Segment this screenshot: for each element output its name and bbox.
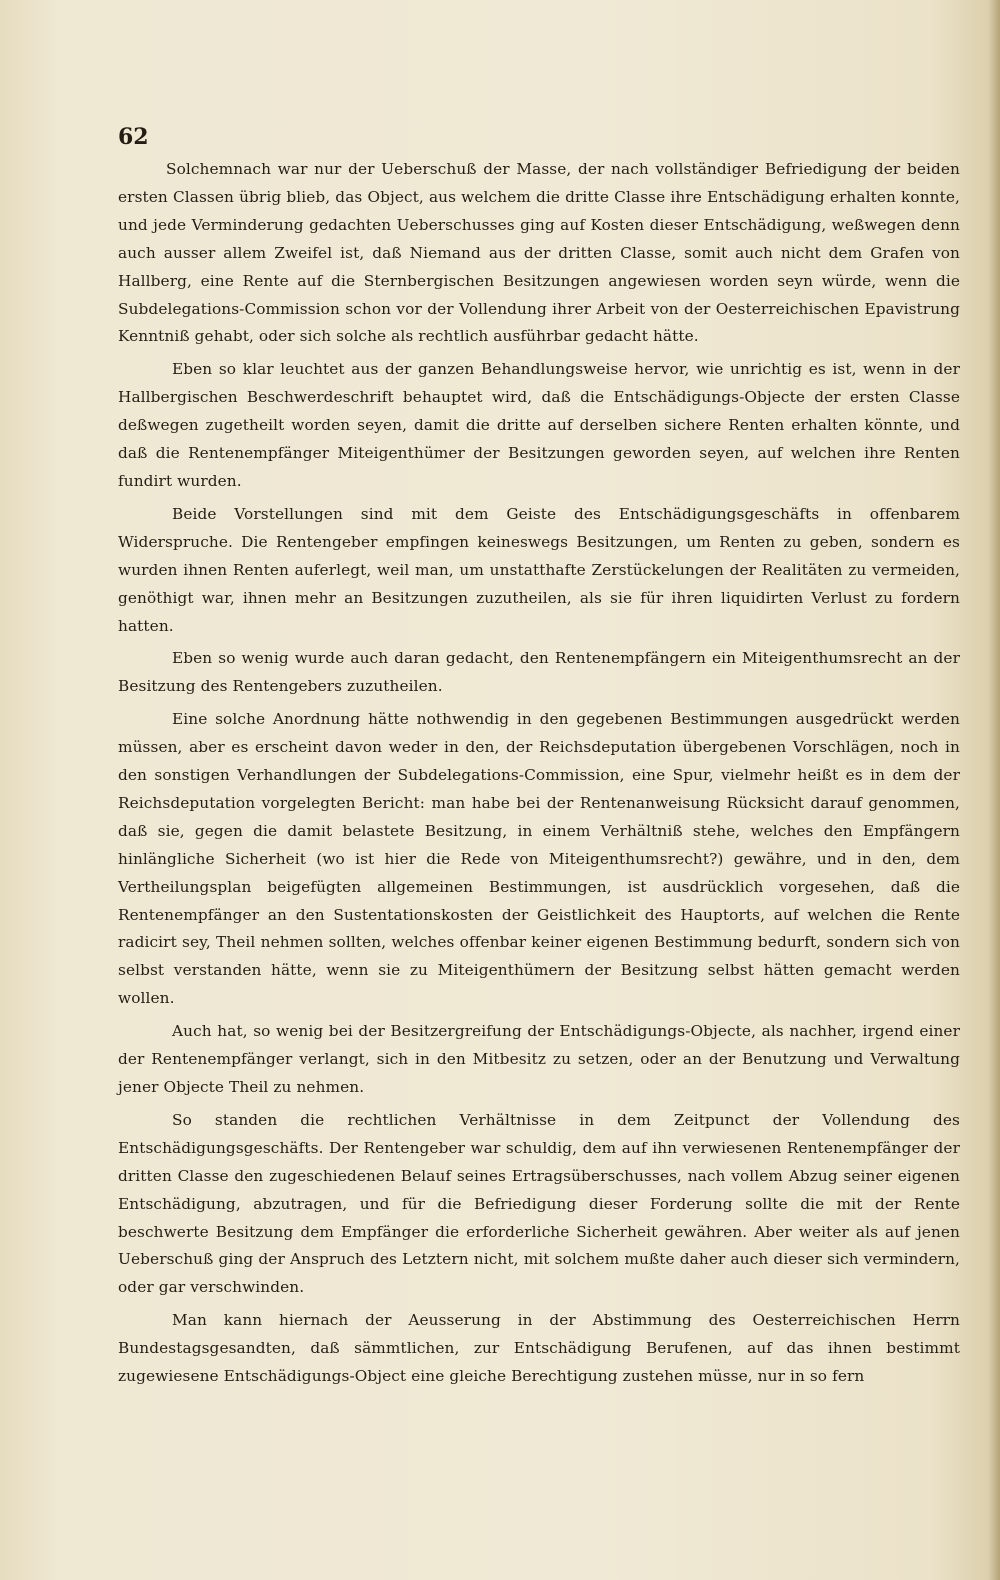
- paragraph-7: So standen die rechtlichen Verhältnisse in dem Zeitpunct der Vollendung des Entschädigungsgeschäfts. Der Rentengeber war schuldig, dem auf ihn verwiesenen Rentenempfänger der dritten Classe den zugeschiedenen Belauf seines Ertragsüberschusses, nach vollem Abzug seiner eigenen Entschädigung, abzutragen, und für die Befriedigung dieser Forderung sollte die mit der Rente beschwerte Besitzung dem Empfänger die erforderliche Sicherheit gewähren. Aber weiter als auf jenen Ueberschuß ging der Anspruch des Letztern nicht, mit solchem mußte daher auch dieser sich vermindern, oder gar verschwinden.: [118, 1110, 960, 1297]
- paragraph-2: Eben so klar leuchtet aus der ganzen Behandlungsweise hervor, wie unrichtig es ist, wenn in der Hallbergischen Beschwerdeschrift behauptet wird, daß die Entschädigungs-Objecte der ersten Classe deßwegen zugetheilt worden seyen, damit die dritte auf derselben sichere Renten erhalten könnte, und daß die Rentenempfänger Miteigenthümer der Besitzungen geworden seyen, auf welchen ihre Renten fundirt wurden.: [118, 360, 960, 490]
- body-text: [118, 156, 960, 1396]
- paragraph-4: Eben so wenig wurde auch daran gedacht, den Rentenempfängern ein Miteigenthumsrecht an der Besitzung des Rentengebers zuzutheilen.: [118, 649, 960, 696]
- paragraph-8: Man kann hiernach der Aeusserung in der Abstimmung des Oesterreichischen Herrn Bundestagsgesandten, daß sämmtlichen, zur Entschädigung Berufenen, auf das ihnen bestimmt zugewiesene Entschädigungs-Object eine gleiche Berechtigung zustehen müsse, nur in so fern: [118, 1311, 960, 1386]
- page-number: 62: [118, 124, 149, 150]
- paragraph-5: Eine solche Anordnung hätte nothwendig in den gegebenen Bestimmungen ausgedrückt werden müssen, aber es erscheint davon weder in den, der Reichsdeputation übergebenen Vorschlägen, noch in den sonstigen Verhandlungen der Subdelegations-Commission, eine Spur, vielmehr heißt es in dem der Reichsdeputation vorgelegten Bericht: man habe bei der Rentenanweisung Rücksicht darauf genommen, daß sie, gegen die damit belastete Besitzung, in einem Verhältniß stehe, welches den Empfängern hinlängliche Sicherheit (wo ist hier die Rede von Miteigenthumsrecht?) gewähre, und in den, dem Vertheilungsplan beigefügten allgemeinen Bestimmungen, ist ausdrücklich vorgesehen, daß die Rentenempfänger an den Sustentationskosten der Geistlichkeit des Hauptorts, auf welchen die Rente radicirt sey, Theil nehmen sollten, welches offenbar keiner eigenen Bestimmung bedurft, sondern sich von selbst verstanden hätte, wenn sie zu Miteigenthümern der Besitzung selbst hätten gemacht werden wollen.: [118, 710, 960, 1008]
- paragraph-6: Auch hat, so wenig bei der Besitzergreifung der Entschädigungs-Objecte, als nachher, irgend einer der Rentenempfänger verlangt, sich in den Mitbesitz zu setzen, oder an der Benutzung und Verwaltung jener Objecte Theil zu nehmen.: [118, 1022, 960, 1096]
- paragraph-3: Beide Vorstellungen sind mit dem Geiste des Entschädigungsgeschäfts in offenbarem Widerspruche. Die Rentengeber empfingen keineswegs Besitzungen, um Renten zu geben, sondern es wurden ihnen Renten auferlegt, weil man, um unstatthafte Zerstückelungen der Realitäten zu vermeiden, genöthigt war, ihnen mehr an Besitzungen zuzutheilen, als sie für ihren liquidirten Verlust zu fordern hatten.: [118, 504, 960, 635]
- page-edge-shadow: [988, 0, 1000, 1580]
- paragraph-1: Solchemnach war nur der Ueberschuß der Masse, der nach vollständiger Befriedigung der beiden ersten Classen übrig blieb, das Object, aus welchem die dritte Classe ihre Entschädigung erhalten konnte, und jede Verminderung gedachten Ueberschusses ging auf Kosten dieser Entschädigung, weßwegen denn auch ausser allem Zweifel ist, daß Niemand aus der dritten Classe, somit auch nicht dem Grafen von Hallberg, eine Rente auf die Sternbergischen Besitzungen angewiesen worden seyn würde, wenn die Subdelegations-Commission schon vor der Vollendung ihrer Arbeit von der Oesterreichischen Epavistrung Kenntniß gehabt, oder sich solche als rechtlich ausführbar gedacht hätte.: [118, 160, 960, 346]
